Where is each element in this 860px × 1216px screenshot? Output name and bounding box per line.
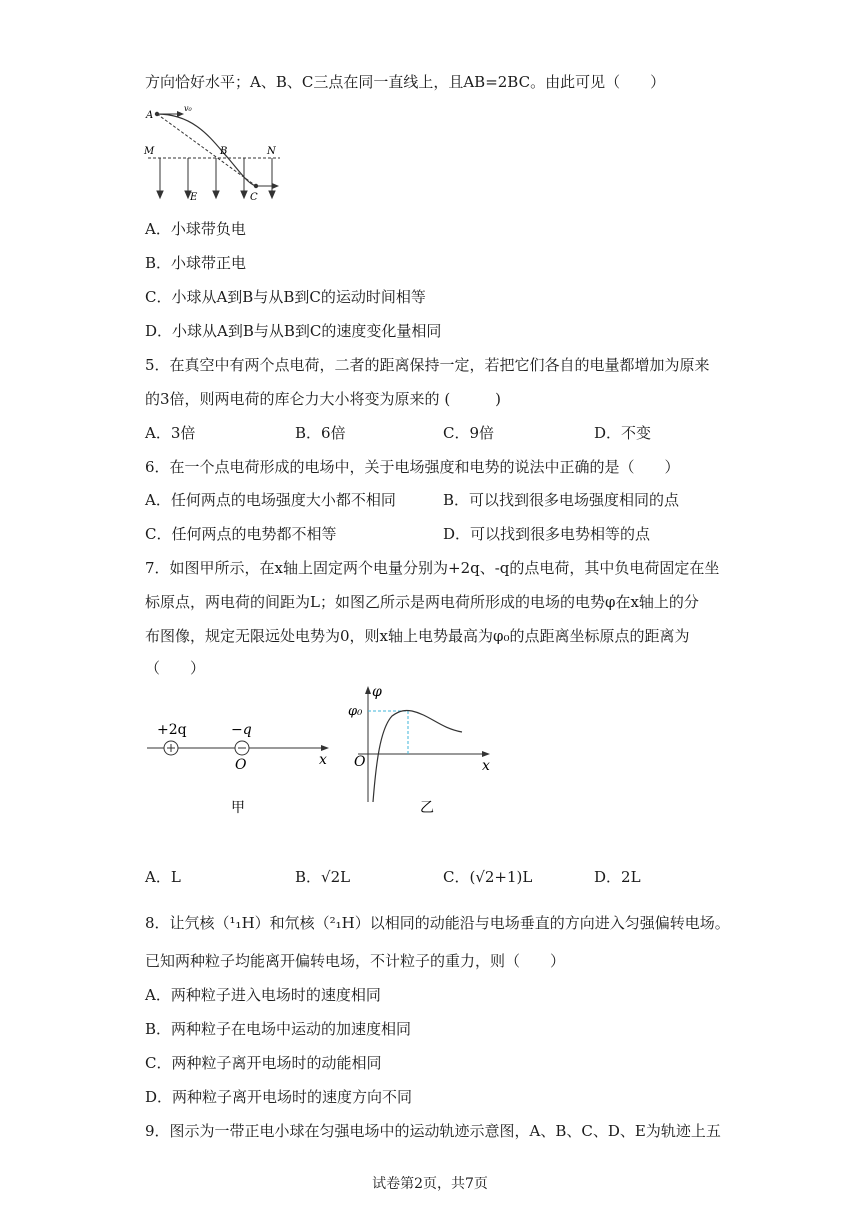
q4-option-b: B．小球带正电	[145, 254, 247, 272]
q4-trajectory-figure	[140, 100, 290, 205]
q7-yi-origin-label: O	[354, 754, 366, 770]
q8-option-d: D．两种粒子离开电场时的速度方向不同	[145, 1088, 413, 1106]
q4-option-d: D．小球从A到B与从B到C的速度变化量相同	[145, 322, 442, 340]
q7-option-d: D．2L	[594, 868, 641, 886]
q7-jia-caption: 甲	[231, 800, 245, 816]
q8-option-c: C．两种粒子离开电场时的动能相同	[145, 1054, 382, 1072]
q7-plus-charge-label: +2q	[157, 722, 187, 738]
q7-yi-caption: 乙	[420, 800, 434, 816]
q7-stem-line2: 标原点，两电荷的间距为L；如图乙所示是两电荷所形成的电场的电势φ在x轴上的分	[145, 593, 699, 611]
q7-figure-yi	[340, 684, 500, 826]
q5-option-b: B．6倍	[295, 424, 346, 442]
q6-option-c: C．任何两点的电势都不相等	[145, 525, 337, 543]
q7-yi-axis-label: x	[482, 758, 490, 774]
q5-option-c: C．9倍	[443, 424, 495, 442]
q6-option-d: D．可以找到很多电势相等的点	[443, 525, 651, 543]
q7-stem-line3: 布图像，规定无限远处电势为0，则x轴上电势最高为φ₀的点距离坐标原点的距离为	[145, 627, 690, 645]
q7-jia-origin-label: O	[235, 757, 247, 773]
q6-option-a: A．任何两点的电场强度大小都不相同	[145, 491, 396, 509]
q7-figure-jia	[145, 712, 335, 824]
q4-label-b: B	[220, 146, 228, 157]
q7-minus-charge-label: −q	[231, 722, 252, 738]
q8-stem-line2: 已知两种粒子均能离开偏转电场，不计粒子的重力，则（ ）	[145, 952, 566, 970]
q7-option-c: C．(√2+1)L	[443, 868, 533, 886]
q7-phi-axis-label: φ	[372, 684, 382, 700]
q8-option-a: A．两种粒子进入电场时的速度相同	[145, 986, 381, 1004]
q4-label-c: C	[250, 192, 258, 203]
q5-option-d: D．不变	[594, 424, 652, 442]
q7-stem-line1: 7．如图甲所示，在x轴上固定两个电量分别为+2q、-q的点电荷，其中负电荷固定在坐	[145, 559, 720, 577]
q4-label-m: M	[144, 146, 155, 157]
q4-label-n: N	[267, 146, 276, 157]
q7-option-b: B．√2L	[295, 868, 351, 886]
q6-option-b: B．可以找到很多电场强度相同的点	[443, 491, 680, 509]
q4-option-a: A．小球带负电	[145, 220, 246, 238]
q4-label-e: E	[190, 192, 198, 203]
q8-option-b: B．两种粒子在电场中运动的加速度相同	[145, 1020, 412, 1038]
q5-stem-line1: 5．在真空中有两个点电荷，二者的距离保持一定，若把它们各自的电量都增加为原来	[145, 356, 710, 374]
q4-stem-tail: 方向恰好水平；A、B、C三点在同一直线上，且AB=2BC。由此可见（ ）	[145, 73, 666, 91]
q4-option-c: C．小球从A到B与从B到C的运动时间相等	[145, 288, 426, 306]
q7-jia-axis-label: x	[319, 752, 327, 768]
q8-stem-line1: 8．让氕核（¹₁H）和氘核（²₁H）以相同的动能沿与电场垂直的方向进入匀强偏转电场。	[145, 914, 730, 932]
q4-label-v0: v₀	[184, 104, 192, 113]
q5-stem-line2: 的3倍，则两电荷的库仑力大小将变为原来的 ( )	[145, 390, 502, 408]
q6-stem: 6．在一个点电荷形成的电场中，关于电场强度和电势的说法中正确的是（ ）	[145, 458, 680, 476]
q4-label-a: A	[146, 110, 154, 121]
q9-stem-line1: 9．图示为一带正电小球在匀强电场中的运动轨迹示意图，A、B、C、D、E为轨迹上五	[145, 1122, 721, 1140]
page-footer: 试卷第2页，共7页	[372, 1176, 488, 1192]
q7-option-a: A．L	[145, 868, 181, 886]
q7-phi0-label: φ₀	[348, 704, 363, 719]
q5-option-a: A．3倍	[145, 424, 196, 442]
q7-stem-line4: （ ）	[145, 659, 206, 677]
